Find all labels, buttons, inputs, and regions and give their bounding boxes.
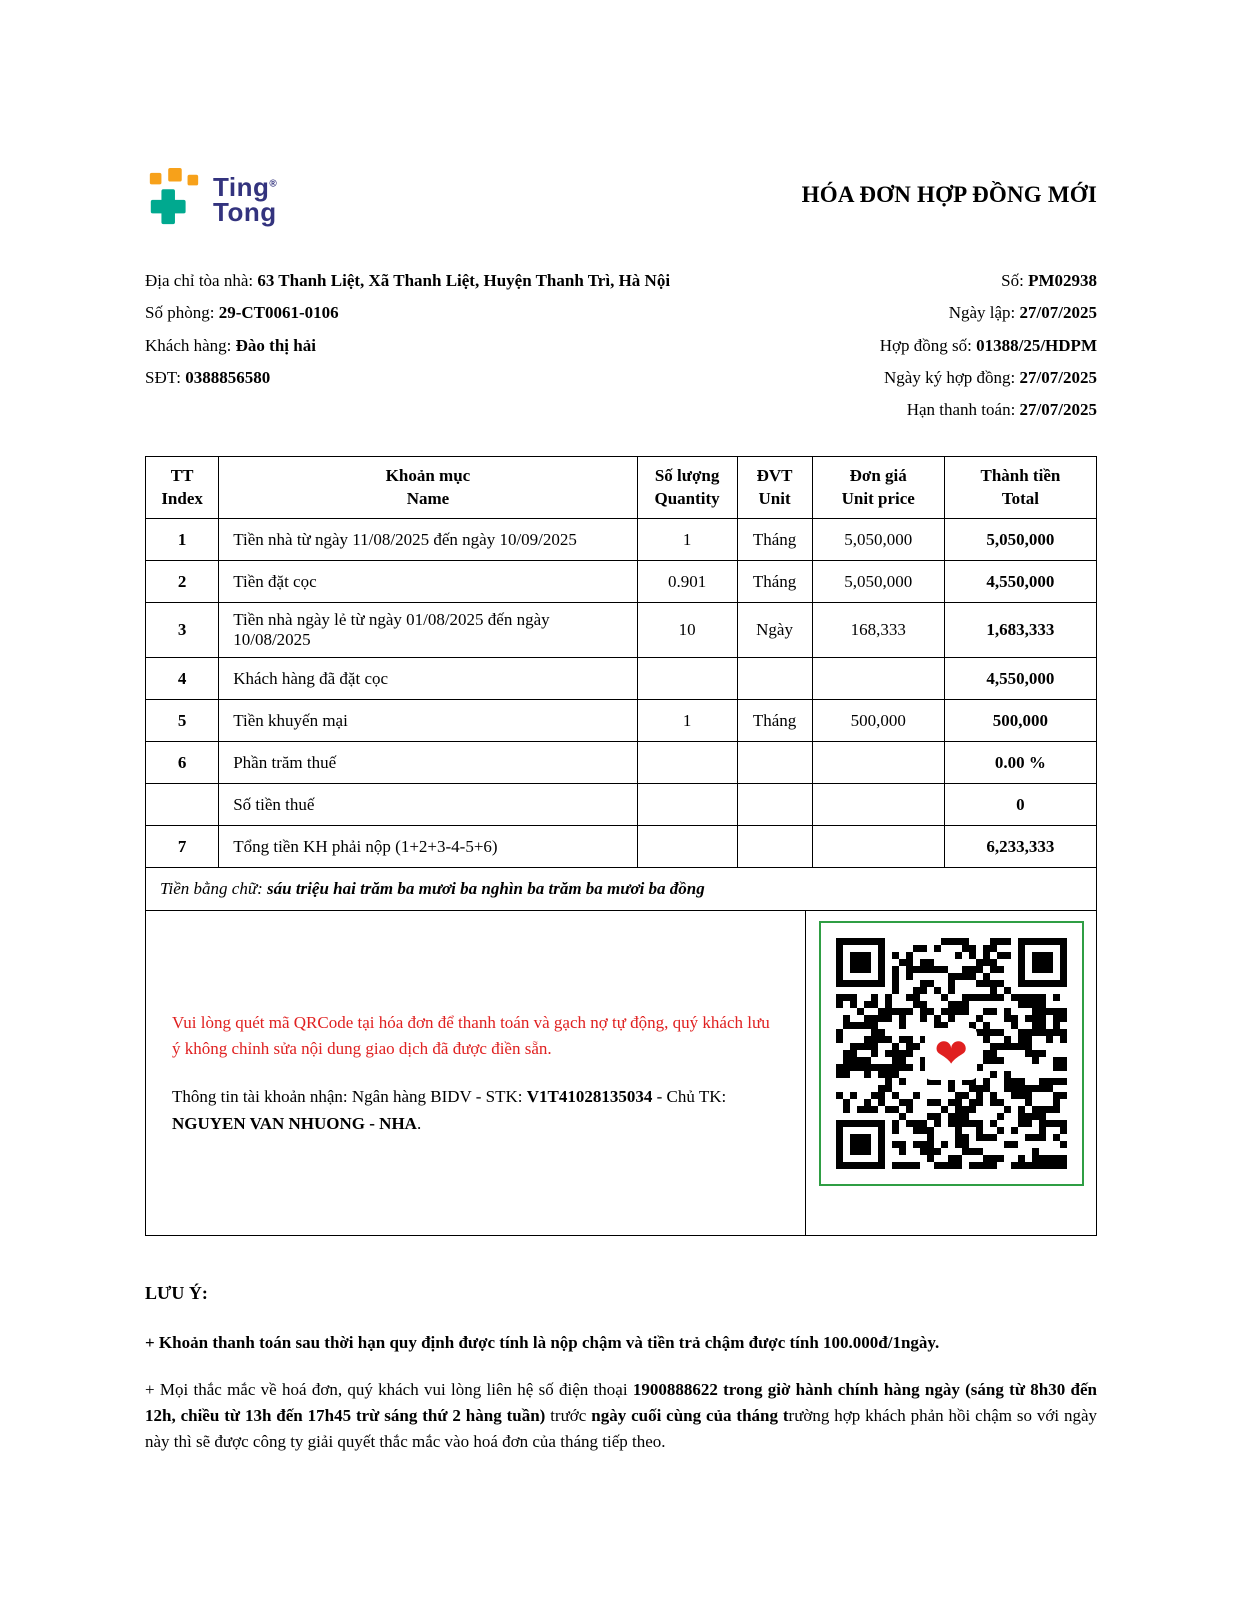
qr-code bbox=[819, 921, 1084, 1186]
account-holder: NGUYEN VAN NHUONG - NHA bbox=[172, 1113, 417, 1133]
invoice-info bbox=[145, 265, 1097, 426]
cell-total: 500,000 bbox=[944, 700, 1096, 742]
table-row bbox=[146, 658, 1097, 700]
cell-index: 2 bbox=[146, 561, 219, 603]
cell-index: 5 bbox=[146, 700, 219, 742]
amount-in-words-label: Tiền bằng chữ: bbox=[160, 879, 268, 899]
col-header-unit: ĐVT Unit bbox=[737, 457, 812, 519]
cell-total: 4,550,000 bbox=[944, 561, 1096, 603]
invoice-table bbox=[145, 456, 1097, 868]
cell-name: Tổng tiền KH phải nộp (1+2+3-4-5+6) bbox=[219, 826, 637, 868]
cell-quantity: 1 bbox=[637, 519, 737, 561]
tingtong-logo bbox=[145, 168, 277, 231]
cell-unit bbox=[737, 742, 812, 784]
building-address: Địa chỉ tòa nhà: 63 Thanh Liệt, Xã Thanh Liệt, Huyện Thanh Trì, Hà Nội bbox=[145, 271, 671, 290]
cell-total: 6,233,333 bbox=[944, 826, 1096, 868]
cell-unit bbox=[737, 784, 812, 826]
qr-cell bbox=[806, 911, 1096, 1235]
cell-index: 3 bbox=[146, 603, 219, 658]
table-row bbox=[146, 603, 1097, 658]
invoice-number: Số: PM02938 bbox=[1001, 271, 1097, 290]
cell-unit: Tháng bbox=[737, 561, 812, 603]
col-header-name: Khoản mục Name bbox=[219, 457, 637, 519]
cell-unit-price bbox=[812, 658, 944, 700]
table-header-row bbox=[146, 457, 1097, 519]
table-row bbox=[146, 519, 1097, 561]
table-row bbox=[146, 742, 1097, 784]
cell-quantity: 1 bbox=[637, 700, 737, 742]
cell-quantity: 0.901 bbox=[637, 561, 737, 603]
cell-unit: Tháng bbox=[737, 700, 812, 742]
cell-index: 7 bbox=[146, 826, 219, 868]
cell-quantity bbox=[637, 784, 737, 826]
bank-account-info: Thông tin tài khoản nhận: Ngân hàng BIDV - STK: V1T41028135034 - Chủ TK: NGUYEN VAN NHUONG - NHA. bbox=[172, 1087, 727, 1133]
tingtong-logo-text: Ting® Tong bbox=[213, 171, 278, 227]
table-row bbox=[146, 826, 1097, 868]
issue-date: Ngày lập: 27/07/2025 bbox=[948, 303, 1097, 323]
cell-name: Tiền nhà ngày lẻ từ ngày 01/08/2025 đến ngày 10/08/2025 bbox=[219, 603, 637, 658]
cell-unit: Ngày bbox=[737, 603, 812, 658]
contact-note: + Mọi thắc mắc về hoá đơn, quý khách vui lòng liên hệ số điện thoại 1900888622 trong giờ hành chính hàng ngày (sáng từ 8h30 đến 12h, chiều từ 13h đến 17h45 trừ sáng thứ 2 hàng tuần) trước ngày cuối cùng của tháng trường hợp khách phản hồi chậm so với ngày này thì sẽ được công ty giải quyết thắc mắc vào hoá đơn của tháng tiếp theo. bbox=[145, 1379, 1098, 1452]
phone-number: SĐT: 0388856580 bbox=[145, 367, 271, 387]
amount-in-words bbox=[145, 868, 1097, 911]
cell-name: Phần trăm thuế bbox=[219, 742, 637, 784]
col-header-unit-price: Đơn giá Unit price bbox=[812, 457, 944, 519]
qr-heart-logo: ❤ bbox=[925, 1028, 977, 1080]
invoice-meta bbox=[685, 265, 1097, 426]
cell-quantity bbox=[637, 658, 737, 700]
cell-total: 5,050,000 bbox=[944, 519, 1096, 561]
cell-index bbox=[146, 784, 219, 826]
table-row bbox=[146, 784, 1097, 826]
cell-unit: Tháng bbox=[737, 519, 812, 561]
cell-unit-price bbox=[812, 742, 944, 784]
col-header-total: Thành tiền Total bbox=[944, 457, 1096, 519]
payment-instructions bbox=[146, 911, 806, 1235]
invoice-table-section bbox=[145, 456, 1097, 1236]
notes-section bbox=[145, 1280, 1097, 1455]
room-number: Số phòng: 29-CT0061-0106 bbox=[145, 303, 339, 323]
cell-unit-price: 168,333 bbox=[812, 603, 944, 658]
cell-quantity bbox=[637, 742, 737, 784]
cell-total: 0 bbox=[944, 784, 1096, 826]
cell-unit-price: 5,050,000 bbox=[812, 519, 944, 561]
hotline-number: 1900888622 trong giờ hành chính hàng ngày (sáng từ 8h30 đến 12h, chiều từ 13h đến 17h45 trừ sáng thứ 2 hàng tuần) bbox=[145, 1379, 1097, 1426]
cell-total: 1,683,333 bbox=[944, 603, 1096, 658]
cell-unit-price bbox=[812, 784, 944, 826]
cell-index: 1 bbox=[146, 519, 219, 561]
tingtong-logo-icon bbox=[145, 168, 203, 231]
cell-unit bbox=[737, 658, 812, 700]
cell-unit-price: 5,050,000 bbox=[812, 561, 944, 603]
cell-index: 4 bbox=[146, 658, 219, 700]
notes-heading: LƯU Ý: bbox=[145, 1283, 208, 1304]
cell-name: Tiền đặt cọc bbox=[219, 561, 637, 603]
col-header-index: TT Index bbox=[146, 457, 219, 519]
payment-section bbox=[145, 911, 1097, 1236]
cell-index: 6 bbox=[146, 742, 219, 784]
customer-name: Khách hàng: Đào thị hải bbox=[145, 335, 316, 355]
customer-info bbox=[145, 265, 685, 426]
col-header-quantity: Số lượng Quantity bbox=[637, 457, 737, 519]
cell-unit-price: 500,000 bbox=[812, 700, 944, 742]
table-row bbox=[146, 561, 1097, 603]
cell-name: Tiền nhà từ ngày 11/08/2025 đến ngày 10/09/2025 bbox=[219, 519, 637, 561]
cell-quantity: 10 bbox=[637, 603, 737, 658]
header bbox=[145, 168, 1097, 231]
qr-payment-notice: Vui lòng quét mã QRCode tại hóa đơn để thanh toán và gạch nợ tự động, quý khách lưu ý không chỉnh sửa nội dung giao dịch đã được điền sẵn. bbox=[172, 1012, 770, 1059]
cell-name: Tiền khuyến mại bbox=[219, 700, 637, 742]
contract-number: Hợp đồng số: 01388/25/HDPM bbox=[879, 335, 1097, 355]
cell-total: 0.00 % bbox=[944, 742, 1096, 784]
cell-unit bbox=[737, 826, 812, 868]
cell-name: Số tiền thuế bbox=[219, 784, 637, 826]
account-number: V1T41028135034 bbox=[526, 1087, 653, 1107]
payment-due-date: Hạn thanh toán: 27/07/2025 bbox=[906, 400, 1097, 420]
table-row bbox=[146, 700, 1097, 742]
cell-quantity bbox=[637, 826, 737, 868]
amount-in-words-value: sáu triệu hai trăm ba mươi ba nghìn ba trăm ba mươi ba đồng bbox=[267, 879, 705, 899]
cell-unit-price bbox=[812, 826, 944, 868]
cell-total: 4,550,000 bbox=[944, 658, 1096, 700]
invoice-title: HÓA ĐƠN HỢP ĐỒNG MỚI bbox=[801, 182, 1097, 207]
contract-sign-date: Ngày ký hợp đồng: 27/07/2025 bbox=[884, 367, 1097, 387]
cell-name: Khách hàng đã đặt cọc bbox=[219, 658, 637, 700]
late-payment-note: + Khoản thanh toán sau thời hạn quy định được tính là nộp chậm và tiền trả chậm được tính 100.000đ/1ngày. bbox=[145, 1333, 940, 1353]
